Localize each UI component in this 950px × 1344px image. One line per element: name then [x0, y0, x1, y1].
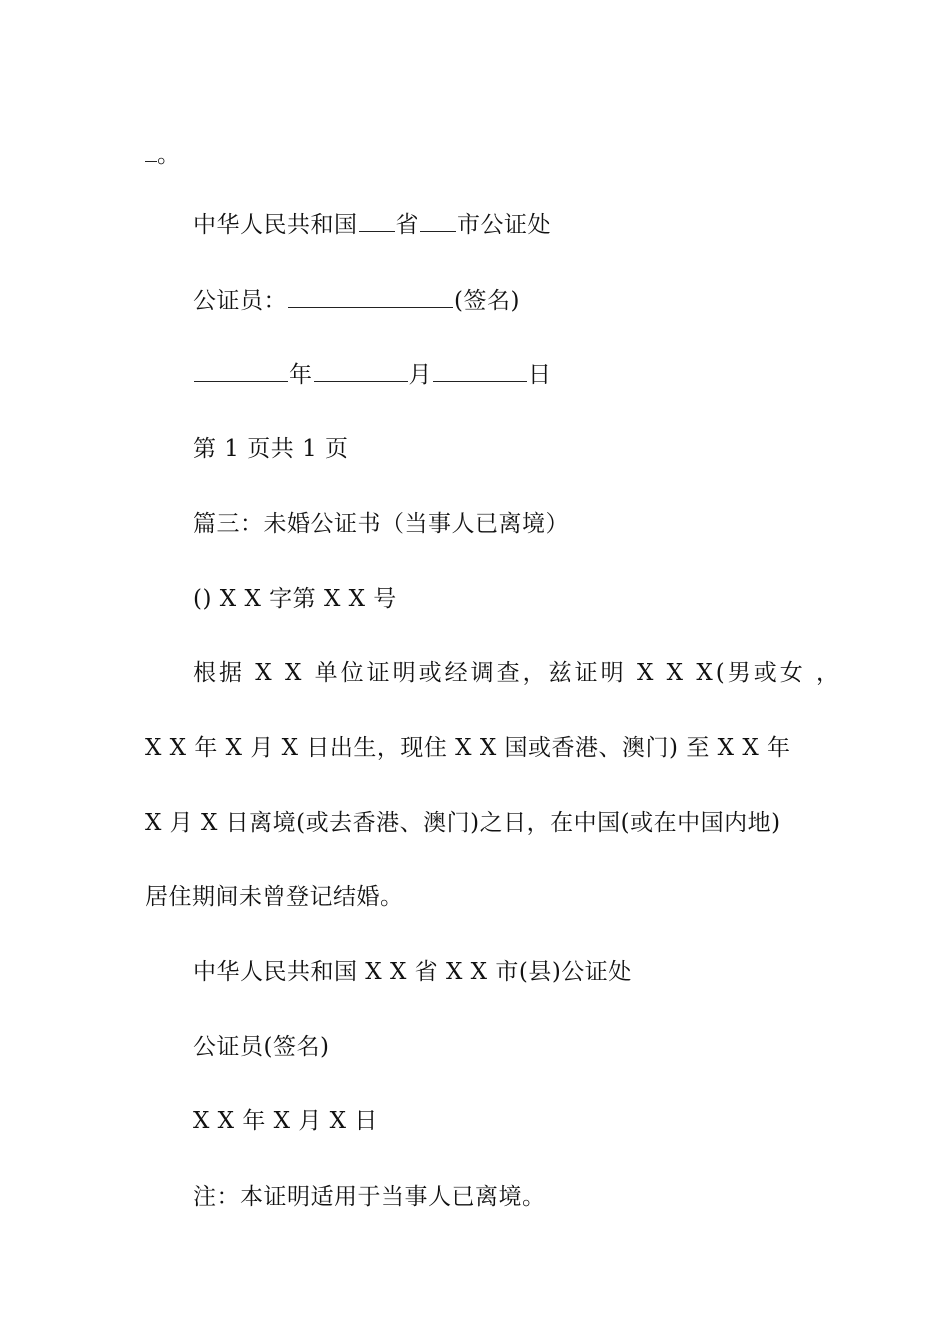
day-blank — [433, 361, 527, 382]
province-label: 省 — [395, 212, 419, 238]
page-count: 第 1 页共 1 页 — [193, 436, 349, 462]
notary-label: 公证员： — [193, 288, 287, 314]
city-blank — [420, 211, 456, 232]
office-label: 市公证处 — [457, 212, 551, 238]
blank-line — [145, 141, 157, 162]
notary-signature-filled: 公证员(签名) — [193, 1034, 330, 1060]
body-line-2: X X 年 X 月 X 日出生，现住 X X 国或香港、澳门) 至 X X 年 — [145, 735, 791, 761]
year-blank — [194, 361, 288, 382]
body-line-4: 居住期间未曾登记结婚。 — [145, 884, 404, 910]
month-label: 月 — [408, 362, 432, 388]
date-filled: X X 年 X 月 X 日 — [193, 1108, 378, 1134]
trailing-period: 。 — [157, 142, 181, 168]
province-blank — [359, 211, 395, 232]
trailing-fragment — [145, 140, 181, 170]
notary-signature-line — [193, 286, 520, 316]
country-name: 中华人民共和国 — [193, 212, 358, 238]
notary-office-filled: 中华人民共和国 X X 省 X X 市(县)公证处 — [193, 959, 632, 985]
year-label: 年 — [289, 362, 313, 388]
document-number: () X X 字第 X X 号 — [193, 586, 397, 612]
body-line-3: X 月 X 日离境(或去香港、澳门)之日，在中国(或在中国内地) — [145, 810, 781, 836]
month-blank — [314, 361, 408, 382]
notary-office-line — [193, 210, 551, 240]
body-line-1: 根据 X X 单位证明或经调查，兹证明 X X X(男或女 ， — [193, 660, 843, 686]
day-label: 日 — [528, 362, 552, 388]
signature-note: (签名) — [454, 288, 520, 314]
section-title: 篇三：未婚公证书（当事人已离境） — [193, 511, 569, 537]
signature-blank — [288, 287, 453, 308]
usage-note: 注：本证明适用于当事人已离境。 — [193, 1184, 546, 1210]
date-blank-line — [193, 360, 552, 390]
